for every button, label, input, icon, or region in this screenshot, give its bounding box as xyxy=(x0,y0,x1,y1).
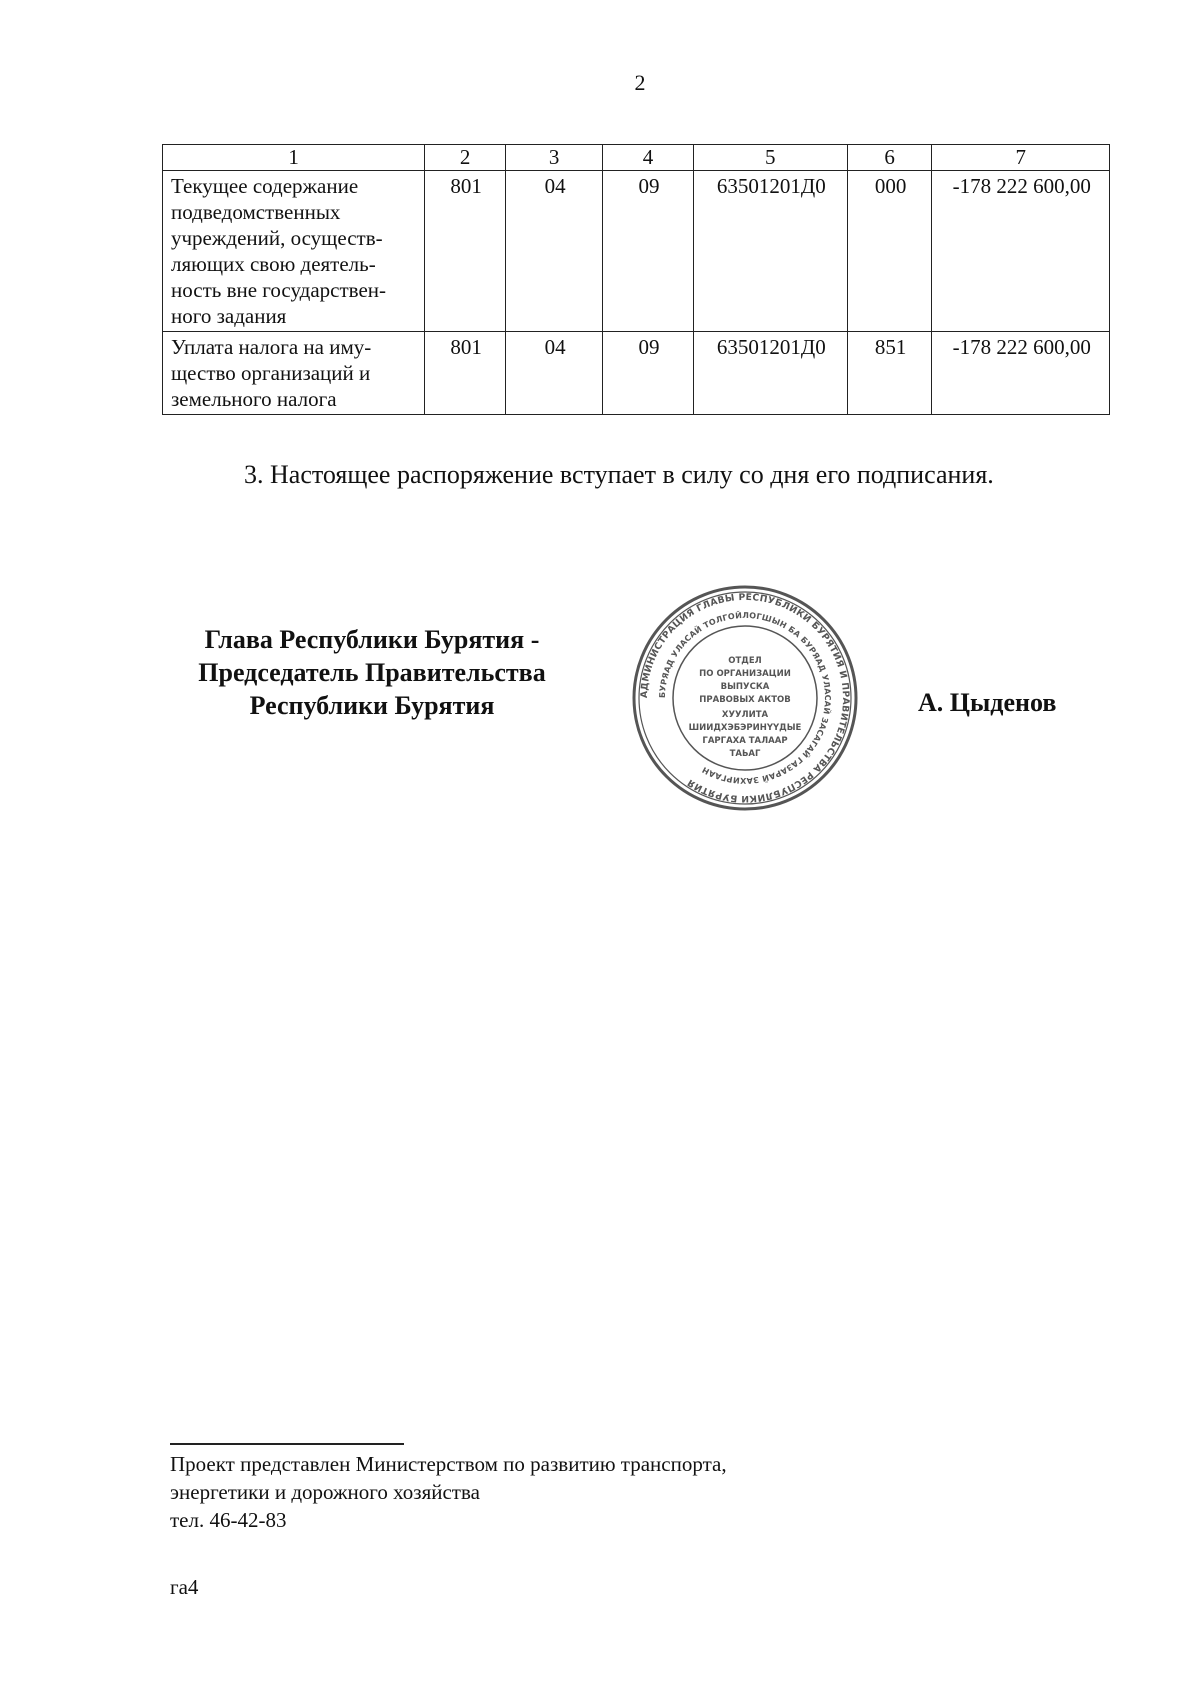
stamp-center-line: ГАРГАХА ТАЛААР xyxy=(702,736,788,746)
stamp-center-line: ПО ОРГАНИЗАЦИИ xyxy=(699,669,791,679)
footnote-line: Проект представлен Министерством по развитию транспорта, xyxy=(170,1452,727,1476)
signer-title xyxy=(152,623,592,722)
signer-title-line: Председатель Правительства xyxy=(198,658,546,687)
header-cell: 5 xyxy=(693,145,847,171)
stamp-ring-outer-text: АДМИНИСТРАЦИЯ ГЛАВЫ РЕСПУБЛИКИ БУРЯТИЯ И ПРАВИТЕЛЬСТВА РЕСПУБЛИКИ БУРЯТИЯ xyxy=(638,591,852,805)
signer-name: А. Цыденов xyxy=(918,688,1057,717)
description-line: щество организаций и xyxy=(171,361,371,385)
page-number: 2 xyxy=(634,70,646,95)
cell-section: 04 xyxy=(505,332,602,415)
header-cell: 7 xyxy=(932,145,1110,171)
footnote xyxy=(170,1450,727,1534)
header-cell: 1 xyxy=(163,145,425,171)
cell-target-article: 63501201Д0 xyxy=(693,332,847,415)
description-line: Уплата налога на иму- xyxy=(171,335,372,359)
cell-amount: -178 222 600,00 xyxy=(932,332,1110,415)
stamp-center-line: ТАЬАГ xyxy=(729,749,761,759)
cell-subsection: 09 xyxy=(603,332,694,415)
cell-ministry-code: 801 xyxy=(425,171,506,332)
cell-expense-type: 851 xyxy=(847,332,932,415)
description-line: Текущее содержание xyxy=(171,174,359,198)
stamp-center-line: ОТДЕЛ xyxy=(728,656,762,666)
header-cell: 2 xyxy=(425,145,506,171)
description-line: ность вне государствен- xyxy=(171,278,386,302)
header-cell: 6 xyxy=(847,145,932,171)
footnote-divider xyxy=(170,1443,404,1445)
stamp-center-line: ХУУЛИТА xyxy=(721,710,769,720)
official-stamp xyxy=(630,583,860,813)
document-code: га4 xyxy=(170,1575,199,1599)
footnote-line: тел. 46-42-83 xyxy=(170,1508,287,1532)
footnote-line: энергетики и дорожного хозяйства xyxy=(170,1480,480,1504)
cell-expense-type: 000 xyxy=(847,171,932,332)
table-header-row xyxy=(163,145,1110,171)
stamp-center-line: ВЫПУСКА xyxy=(720,682,770,692)
header-cell: 3 xyxy=(505,145,602,171)
stamp-ring-inner-text: БУРЯАД УЛАСАЙ ТОЛГОЙЛОГШЫН БА БУРЯАД УЛАСАЙ ЗАСАГАЙ ГАЗАРАЙ ЗАХИРГААН xyxy=(657,610,833,786)
description-line: подведомственных xyxy=(171,200,341,224)
table-row xyxy=(163,171,1110,332)
budget-table xyxy=(162,144,1110,415)
clause-3: 3. Настоящее распоряжение вступает в силу со дня его подписания. xyxy=(244,460,994,489)
cell-amount: -178 222 600,00 xyxy=(932,171,1110,332)
row-description xyxy=(163,171,425,332)
description-line: земельного налога xyxy=(171,387,337,411)
signer-title-line: Глава Республики Бурятия - xyxy=(204,625,540,654)
description-line: ляющих свою деятель- xyxy=(171,252,376,276)
row-description xyxy=(163,332,425,415)
cell-target-article: 63501201Д0 xyxy=(693,171,847,332)
table-row xyxy=(163,332,1110,415)
cell-ministry-code: 801 xyxy=(425,332,506,415)
stamp-center-line: ШИИДХЭБЭРИНҮҮДЫЕ xyxy=(688,723,802,733)
header-cell: 4 xyxy=(603,145,694,171)
signer-title-line: Республики Бурятия xyxy=(249,691,495,720)
description-line: ного задания xyxy=(171,304,287,328)
stamp-center-line: ПРАВОВЫХ АКТОВ xyxy=(699,695,791,705)
cell-section: 04 xyxy=(505,171,602,332)
description-line: учреждений, осуществ- xyxy=(171,226,383,250)
cell-subsection: 09 xyxy=(603,171,694,332)
